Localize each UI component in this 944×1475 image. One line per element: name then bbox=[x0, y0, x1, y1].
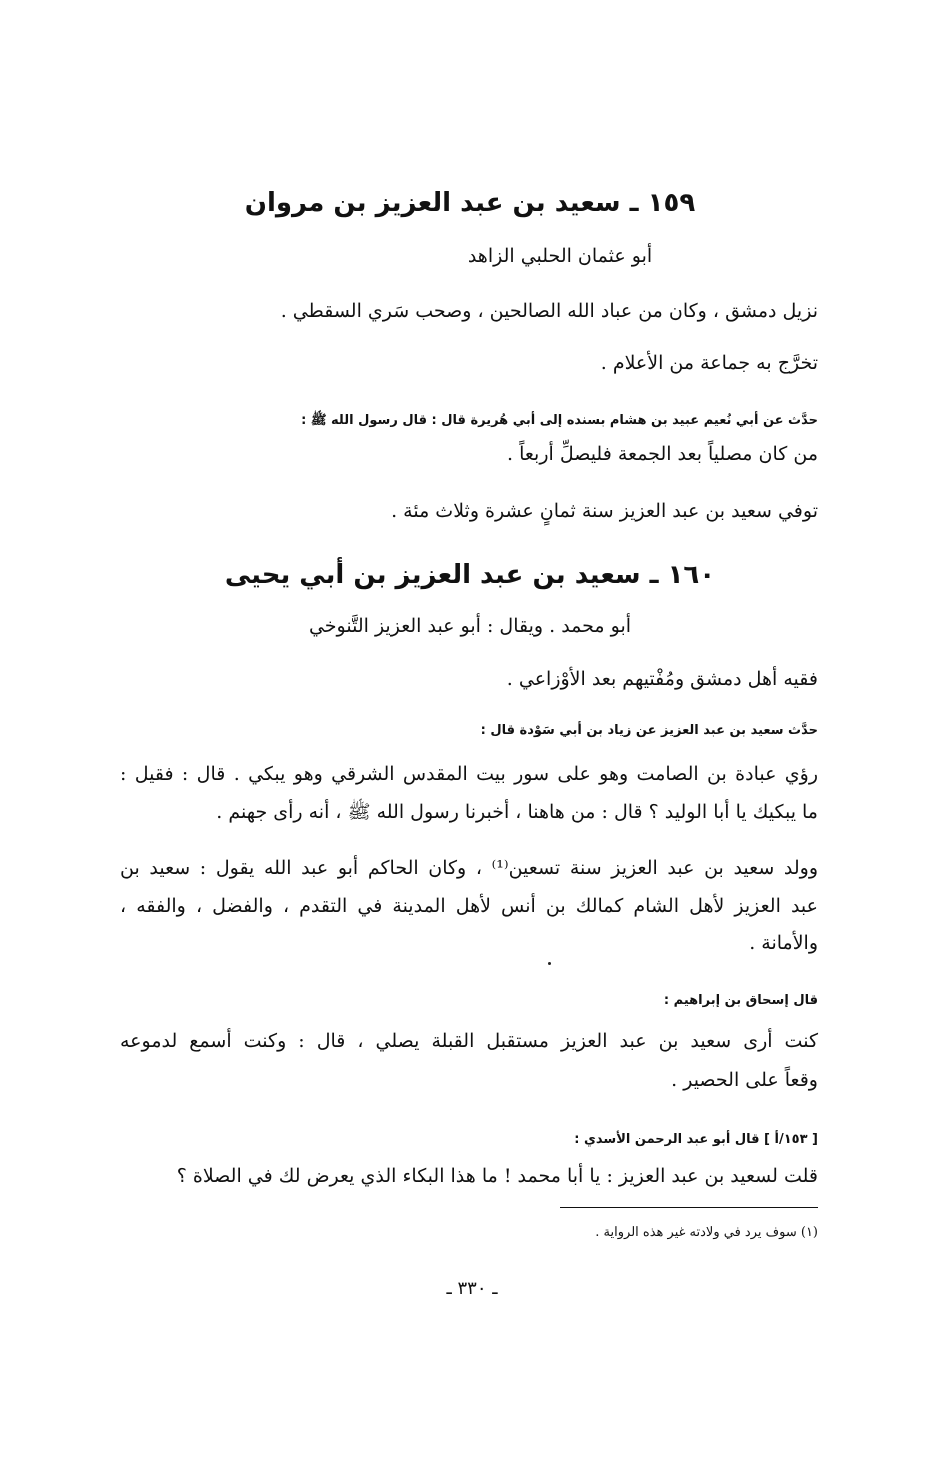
entry-160-line-1: فقيه أهل دمشق ومُفْتيهم بعد الأوْزاعي . bbox=[506, 668, 818, 690]
entry-159-title: ١٥٩ ـ سعيد بن عبد العزيز بن مروان bbox=[244, 188, 696, 218]
footnote: (١) سوف يرد في ولادته غير هذه الرواية . bbox=[595, 1225, 818, 1240]
entry-160-narration-2: ما يبكيك يا أبا الوليد ؟ قال : من هاهنا ، أخبرنا رسول الله ﷺ ، أنه رأى جهنم . bbox=[216, 801, 818, 823]
entry-160-birth-3: والأمانة . bbox=[749, 932, 818, 954]
entry-160-kunya: أبو محمد . ويقال : أبو عبد العزيز التَّنوخي bbox=[308, 615, 632, 637]
entry-159-line-2: تخرَّج به جماعة من الأعلام . bbox=[600, 352, 818, 374]
entry-160-narration-1: رؤي عبادة بن الصامت وهو على سور بيت المقدس الشرقي وهو يبكي . قال : فقيل : bbox=[120, 763, 818, 785]
entry-160-narration2-2: وقعاً على الحصير . bbox=[671, 1069, 818, 1091]
stray-mark bbox=[548, 962, 551, 965]
entry-160-isnad: حدَّث سعيد بن عبد العزيز عن زياد بن أبي سَوْدة قال : bbox=[480, 723, 818, 738]
entry-160-isnad-3: [ ١٥٣/أ ] قال أبو عبد الرحمن الأسدي : bbox=[574, 1132, 818, 1147]
entry-159-kunya: أبو عثمان الحلبي الزاهد bbox=[467, 245, 653, 267]
entry-160-narration2-1: كنت أرى سعيد بن عبد العزيز مستقبل القبلة يصلي ، قال : وكنت أسمع لدموعه bbox=[120, 1030, 818, 1052]
entry-160-birth-1: وولد سعيد بن عبد العزيز سنة تسعين⁽¹⁾ ، وكان الحاكم أبو عبد الله يقول : سعيد بن bbox=[120, 857, 818, 879]
entry-159-line-1: نزيل دمشق ، وكان من عباد الله الصالحين ، وصحب سَري السقطي . bbox=[280, 300, 818, 322]
entry-160-narration3: قلت لسعيد بن عبد العزيز : يا أبا محمد ! ما هذا البكاء الذي يعرض لك في الصلاة ؟ bbox=[176, 1165, 818, 1187]
page-number: ـ ٣٣٠ ـ bbox=[446, 1278, 498, 1299]
entry-159-death: توفي سعيد بن عبد العزيز سنة ثمانٍ عشرة وثلاث مئة . bbox=[391, 500, 818, 522]
entry-160-birth-2: عبد العزيز لأهل الشام كمالك بن أنس لأهل المدينة في التقدم ، والفضل ، والفقه ، bbox=[120, 895, 818, 917]
entry-160-title: ١٦٠ ـ سعيد بن عبد العزيز بن أبي يحيى bbox=[224, 560, 716, 590]
entry-159-isnad: حدَّث عن أبي نُعيم عبيد بن هشام بسنده إلى أبي هُريرة قال : قال رسول الله ﷺ : bbox=[301, 413, 818, 428]
entry-159-hadith: من كان مصلياً بعد الجمعة فليصلِّ أربعاً . bbox=[507, 443, 818, 465]
entry-160-isnad-2: قال إسحاق بن إبراهيم : bbox=[663, 993, 818, 1008]
footnote-separator bbox=[560, 1207, 818, 1208]
